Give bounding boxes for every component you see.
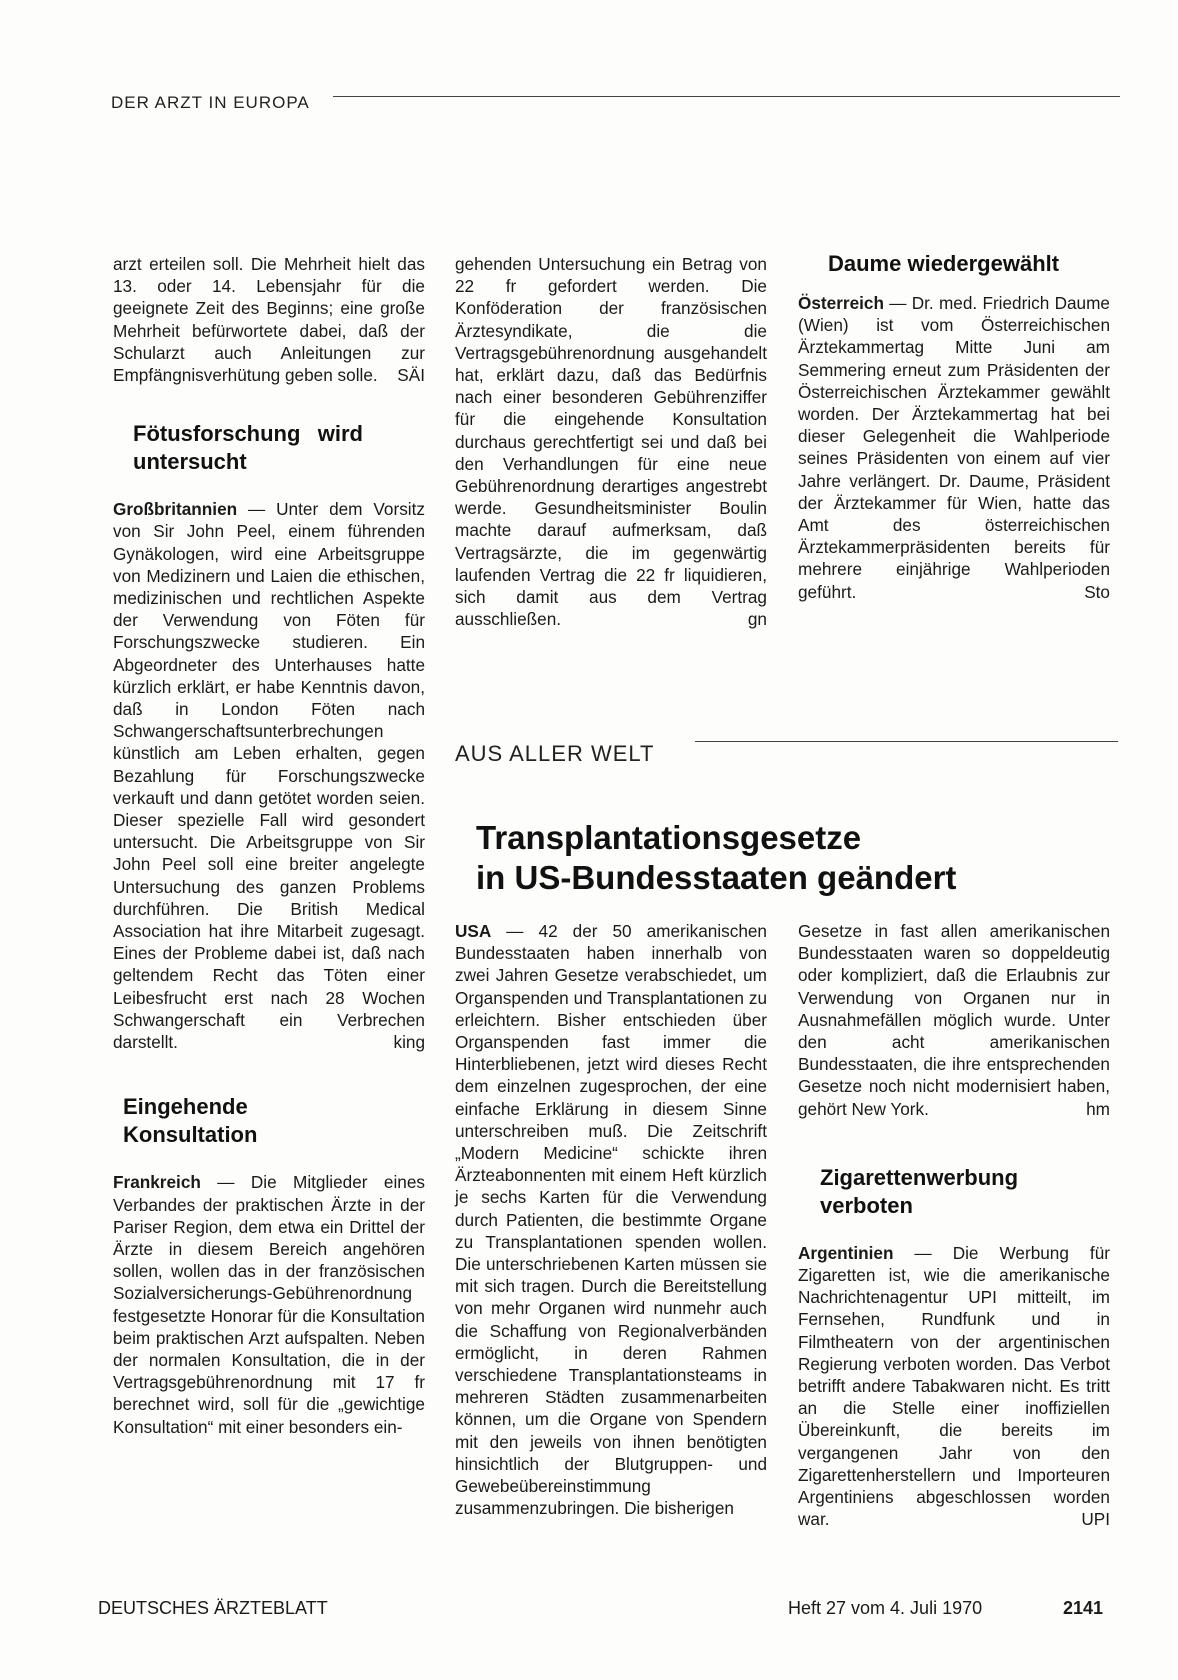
body-text: Gesetze in fast allen amerikanischen Bundesstaaten waren so doppeldeutig oder kompliziert, daß die Erlaubnis zur Verwendung von Organen nur in Ausnahmefällen möglich wurde. Unter den acht amerikanischen Bundesstaaten, die ihre entsprechenden Gesetze noch nicht modernisiert haben, gehört New York.: [798, 921, 1110, 1119]
lead-country: Frankreich: [113, 1172, 201, 1193]
continued-text: arzt erteilen soll. Die Mehrheit hielt das 13. oder 14. Lebensjahr für die geeignete Zeit des Beginns; eine große Mehrheit befürwortete dabei, daß der Schularzt auch Anleitungen zur Empfängnisverhütung geben solle.: [113, 254, 425, 386]
article-title-fotus: Fötusforschung wird untersucht: [133, 421, 363, 475]
author-signature: Sto: [1084, 581, 1110, 602]
section-header-welt: AUS ALLER WELT: [455, 741, 655, 766]
column-3-welt: [798, 920, 1110, 1530]
author-signature: UPI: [1081, 1509, 1110, 1530]
body-text: — Die Werbung für Zigaretten ist, wie die amerikanische Nachrichtenagentur UPI mitteilt, im Fernsehen, Rundfunk und in Filmtheatern von der argentinischen Regierung verboten worden. Das Verbot betrifft andere Tabakwaren nicht. Es tritt an die Stelle einer inoffiziellen Übereinkunft, die bereits im vergangenen Jahr von den Zigarettenherstellern und Importeuren Argentiniens abgeschlossen worden war.: [798, 1242, 1110, 1530]
author-signature: SÄI: [397, 365, 425, 386]
author-signature: hm: [1086, 1098, 1110, 1119]
body-text: — 42 der 50 amerikanischen Bundesstaaten haben innerhalb von zwei Jahren Gesetze verabschiedet, um Organspenden und Transplantationen zu erleichtern. Bisher entschieden über Organspenden fast immer die Hinterbliebenen, jetzt wird dieses Recht dem einzelnen zugesprochen, der eine einfache Erklärung in diesem Sinne unterschreiben muß. Die Zeitschrift „Modern Medicine“ schickte ihren Ärzteabonnenten mit einem Heft kürzlich je sechs Karten für die Verwendung durch Patienten, die bestimmte Organe zu Transplantationen spenden wollen. Die unterschriebenen Karten müssen sie mit sich tragen. Durch die Bereitstellung von mehr Organen wird nunmehr auch die Schaffung von Regionalverbänden ermöglicht, in deren Rahmen verschiedene Transplantationsteams in mehreren Städten zusammenarbeiten können, um die Organe von Spendern mit den jeweils von ihnen benötigten hinsichtlich der Blutgruppen- und Gewebeübereinstimmung zusammenzubringen. Die bisherigen: [455, 921, 767, 1519]
article-title-zigaretten: Zigarettenwerbung verboten: [820, 1164, 1019, 1218]
body-text: — Die Mitglieder eines Verbandes der praktischen Ärzte in der Pariser Region, dem etwa ein Drittel der Ärzte in diesem Bereich angehören sollen, wollen das in der französischen Sozialversicherungs-Gebührenordnung festgesetzte Honorar für die Konsultation beim praktischen Arzt aufspalten. Neben der normalen Konsultation, die in der Vertragsgebührenordnung mit 17 fr berechnet wird, soll für die „gewichtige Konsultation“ mit einer besonders ein-: [113, 1172, 425, 1437]
article-body-zigaretten: [798, 1242, 1110, 1531]
main-headline-line1: Transplantationsgesetze: [476, 819, 862, 856]
author-signature: king: [393, 1032, 425, 1053]
article-title-konsultation: Eingehende Konsultation: [123, 1094, 258, 1148]
column-2-welt: [455, 920, 767, 1519]
footer-page-number: 2141: [1063, 1598, 1104, 1618]
footer-publication: DEUTSCHES ÄRZTEBLATT: [98, 1598, 328, 1618]
article-title-daume: Daume wiedergewählt: [828, 251, 1060, 276]
continued-paragraph: [455, 253, 767, 630]
lead-country: Großbritannien: [113, 499, 238, 520]
column-2: [455, 253, 767, 630]
footer-issue: Heft 27 vom 4. Juli 1970: [788, 1598, 983, 1618]
article-body-transplant: [455, 920, 767, 1519]
column-1: [113, 253, 425, 1438]
lead-country: Österreich: [798, 293, 884, 313]
continued-paragraph: [113, 253, 425, 386]
body-text: — Dr. med. Friedrich Daume (Wien) ist vom Österreichischen Ärztekammertag Mitte Juni am Semmering erneut zum Präsidenten der Österreichischen Ärztekammer gewählt worden. Der Ärztekammertag hat bei dieser Gelegenheit die Wahlperiode seines Präsidenten von einem auf vier Jahre verlängert. Dr. Daume, Präsident der Ärztekammer für Wien, hatte das Amt des österreichischen Ärztekammerpräsidenten bereits für mehrere einjährige Wahlperioden geführt.: [798, 293, 1110, 602]
article-body-transplant-cont: [798, 920, 1110, 1120]
column-3: [798, 250, 1110, 603]
lead-country: USA: [455, 921, 492, 941]
article-body-konsultation: [113, 1171, 425, 1437]
body-text: — Unter dem Vorsitz von Sir John Peel, einem führenden Gynäkologen, wird eine Arbeitsgruppe von Medizinern und Laien die ethischen, medizinischen und rechtlichen Aspekte der Verwendung von Föten für Forschungszwecke studieren. Ein Abgeordneter des Unterhauses hatte kürzlich erklärt, er habe Kenntnis davon, daß in London Föten nach Schwangerschaftsunterbrechungen künstlich am Leben erhalten, gegen Bezahlung für Forschungszwecke verkauft und dann getötet worden seien. Dieser spezielle Fall wird gesondert untersucht. Die Arbeitsgruppe von Sir John Peel soll eine breiter angelegte Untersuchung des ganzen Problems durchführen. Die British Medical Association hat ihre Mitarbeit zugesagt. Eines der Probleme dabei ist, daß nach geltendem Recht das Töten einer Leibesfrucht erst nach 28 Wochen Schwangerschaft ein Verbrechen darstellt.: [113, 499, 425, 1053]
body-text: gehenden Untersuchung ein Betrag von 22 fr gefordert werden. Die Konföderation der französischen Ärztesyndikate, die die Vertragsgebührenordnung ausgehandelt hat, erklärt dazu, daß das Bedürfnis nach einer besonderen Gebührenziffer für die eingehende Konsultation durchaus gerechtfertigt sei und daß bei den Verhandlungen für eine neue Gebührenordnung derartiges angestrebt werde. Gesundheitsminister Boulin machte darauf aufmerksam, daß Vertragsärzte, die im gegenwärtig laufenden Vertrag die 22 fr liquidieren, sich damit aus dem Vertrag ausschließen.: [455, 254, 767, 630]
section-header: DER ARZT IN EUROPA: [111, 93, 310, 112]
article-body-daume: [798, 292, 1110, 603]
section-rule: [695, 741, 1118, 742]
main-headline-line2: in US-Bundesstaaten geändert: [476, 859, 957, 896]
main-headline: [476, 818, 956, 898]
lead-country: Argentinien: [798, 1242, 894, 1263]
article-body-fotus: [113, 498, 425, 1053]
header-rule: [333, 96, 1120, 97]
author-signature: gn: [747, 609, 767, 630]
